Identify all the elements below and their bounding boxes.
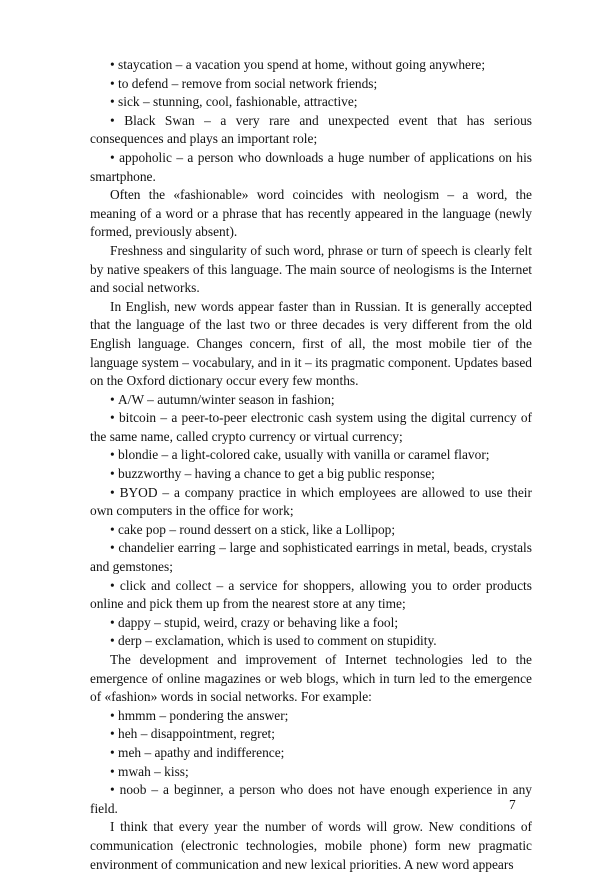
bullet-paragraph: • mwah – kiss; xyxy=(90,763,532,782)
body-paragraph: In English, new words appear faster than in Russian. It is generally accepted that the language of the last two or three decades is very different from the old English language. Changes concern, first of all, the most mobile tier of the language system – vocabulary, and in it – its pragmatic component. Updates based on the Oxford dictionary occur every few months. xyxy=(90,298,532,389)
bullet-paragraph: • A/W – autumn/winter season in fashion; xyxy=(90,391,532,410)
bullet-paragraph: • to defend – remove from social network friends; xyxy=(90,75,532,94)
body-paragraph: Freshness and singularity of such word, phrase or turn of speech is clearly felt by native speakers of this language. The main source of neologisms is the Internet and social networks. xyxy=(90,242,532,296)
bullet-paragraph: • dappy – stupid, weird, crazy or behaving like a fool; xyxy=(90,614,532,633)
bullet-paragraph: • Black Swan – a very rare and unexpected event that has serious consequences and plays an important role; xyxy=(90,112,532,149)
body-paragraph: The development and improvement of Internet technologies led to the emergence of online magazines or web blogs, which in turn led to the emergence of «fashion» words in social networks. For example: xyxy=(90,652,532,705)
bullet-paragraph: • meh – apathy and indifference; xyxy=(90,744,532,763)
bullet-paragraph: • bitcoin – a peer-to-peer electronic cash system using the digital currency of the same name, called crypto currency or virtual currency; xyxy=(90,409,532,446)
bullet-paragraph: • appoholic – a person who downloads a huge number of applications on his smartphone. xyxy=(90,149,532,186)
bullet-paragraph: • chandelier earring – large and sophisticated earrings in metal, beads, crystals and gemstones; xyxy=(90,539,532,576)
bullet-paragraph: • click and collect – a service for shoppers, allowing you to order products online and pick them up from the nearest store at any time; xyxy=(90,577,532,614)
bullet-paragraph: • derp – exclamation, which is used to comment on stupidity. xyxy=(90,632,532,651)
page-number: 7 xyxy=(509,797,516,812)
bullet-paragraph: • BYOD – a company practice in which employees are allowed to use their own computers in the office for work; xyxy=(90,484,532,521)
bullet-paragraph: • heh – disappointment, regret; xyxy=(90,725,532,744)
bullet-paragraph: • noob – a beginner, a person who does not have enough experience in any field. xyxy=(90,781,532,818)
body-paragraph: I think that every year the number of words will grow. New conditions of communication (electronic technologies, mobile phone) form new pragmatic environment of communication and new lexical priorities. A new word appears xyxy=(90,819,532,872)
bullet-paragraph: • buzzworthy – having a chance to get a big public response; xyxy=(90,465,532,484)
bullet-paragraph: • staycation – a vacation you spend at home, without going anywhere; xyxy=(90,56,532,75)
document-body xyxy=(90,56,532,874)
bullet-paragraph: • blondie – a light-colored cake, usually with vanilla or caramel flavor; xyxy=(90,446,532,465)
bullet-paragraph: • sick – stunning, cool, fashionable, attractive; xyxy=(90,93,532,112)
bullet-paragraph: • cake pop – round dessert on a stick, like a Lollipop; xyxy=(90,521,532,540)
bullet-paragraph: • hmmm – pondering the answer; xyxy=(90,707,532,726)
body-paragraph: Often the «fashionable» word coincides with neologism – a word, the meaning of a word or a phrase that has recently appeared in the language (newly formed, previously absent). xyxy=(90,187,532,240)
